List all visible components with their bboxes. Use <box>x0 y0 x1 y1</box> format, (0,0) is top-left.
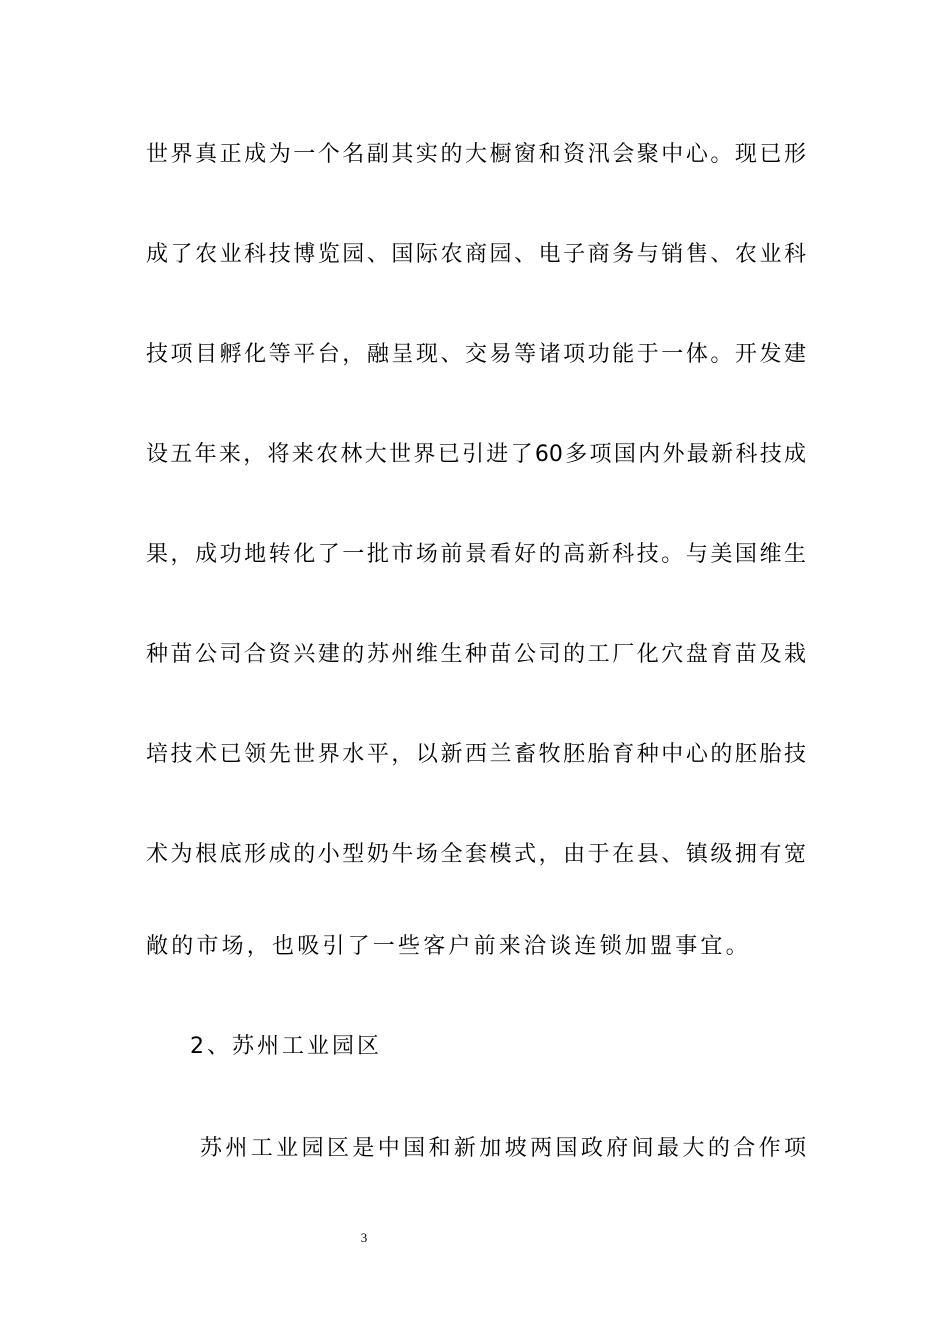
body-text-line: 培技术已领先世界水平，以新西兰畜牧胚胎育种中心的胚胎技 <box>146 742 806 767</box>
page-number: 3 <box>360 1230 368 1245</box>
body-text-line: 设五年来，将来农林大世界已引进了60多项国内外最新科技成 <box>146 442 806 467</box>
body-text-line: 果，成功地转化了一批市场前景看好的高新科技。与美国维生 <box>146 542 806 567</box>
paragraph-first-line: 苏州工业园区是中国和新加坡两国政府间最大的合作项 <box>200 1136 806 1161</box>
body-text-line: 世界真正成为一个名副其实的大橱窗和资汛会聚中心。现已形 <box>146 142 806 167</box>
body-text-line-last: 敞的市场，也吸引了一些客户前来洽谈连锁加盟事宜。 <box>146 934 751 959</box>
section-heading: 2、苏州工业园区 <box>190 1034 382 1059</box>
body-text-line: 术为根底形成的小型奶牛场全套模式，由于在县、镇级拥有宽 <box>146 842 806 867</box>
body-text-line: 种苗公司合资兴建的苏州维生种苗公司的工厂化穴盘育苗及栽 <box>146 642 806 667</box>
body-text-line: 成了农业科技博览园、国际农商园、电子商务与销售、农业科 <box>146 242 806 267</box>
body-text-line: 技项目孵化等平台，融呈现、交易等诸项功能于一体。开发建 <box>146 342 806 367</box>
